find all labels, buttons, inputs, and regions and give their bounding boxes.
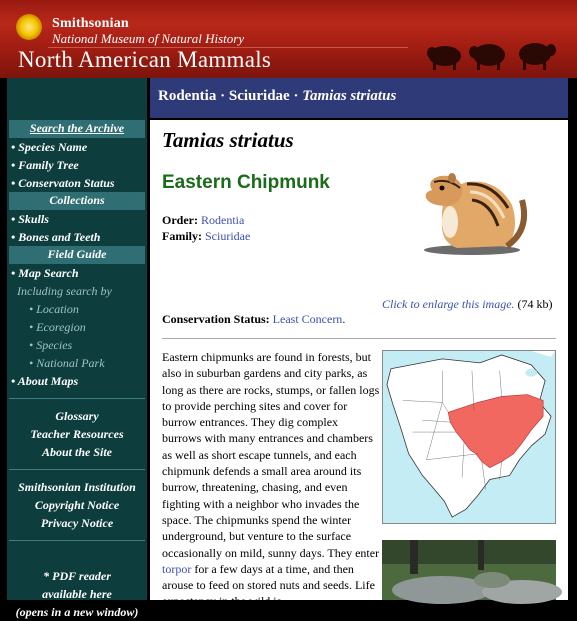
- family-label: Family:: [162, 229, 202, 243]
- conservation-status-value-link[interactable]: Least Concern: [272, 312, 343, 326]
- conservation-status: [162, 312, 345, 327]
- section-divider: [162, 338, 556, 339]
- enlarge-image-caption: [382, 296, 562, 312]
- location-link[interactable]: • Location: [29, 302, 79, 316]
- collections-heading: Collections: [9, 192, 145, 210]
- sidebar-spacer: [7, 549, 147, 567]
- map-search-link[interactable]: • Map Search: [11, 266, 79, 280]
- field-guide-heading: Field Guide: [9, 246, 145, 264]
- smithsonian-sun-logo-icon[interactable]: [16, 14, 42, 40]
- habitat-photo[interactable]: [382, 540, 556, 600]
- site-title[interactable]: North American Mammals: [18, 47, 272, 72]
- breadcrumb-species: Tamias striatus: [302, 88, 397, 104]
- chipmunk-image[interactable]: [412, 160, 532, 260]
- breadcrumb-separator: ·: [289, 88, 303, 104]
- conservation-period: .: [342, 312, 346, 326]
- breadcrumb-separator: ·: [216, 88, 229, 104]
- description-part-2: for a few days at a time, and then arouse to feed on stored nuts and seeds. Life expectancy in the wild is: [162, 561, 375, 609]
- order-link[interactable]: Rodentia: [200, 213, 245, 227]
- order-label: Order:: [162, 213, 198, 227]
- teacher-resources-link[interactable]: Teacher Resources: [30, 427, 124, 441]
- pdf-new-window-note[interactable]: (opens in a new window): [15, 605, 139, 619]
- common-name-heading: Eastern Chipmunk: [162, 172, 330, 193]
- enlarge-image-link[interactable]: Click to enlarge this image.: [382, 297, 515, 311]
- glossary-link[interactable]: Glossary: [55, 409, 99, 423]
- museum-name[interactable]: National Museum of Natural History: [52, 31, 245, 46]
- conservation-status-link[interactable]: • Conservaton Status: [11, 176, 115, 190]
- sidebar-top-band: [7, 78, 147, 120]
- description-part-1: Eastern chipmunks are found in forests, but also in suburban gardens and city parks, as long as there are rocks, stumps, or fallen logs to provide perching sites and cover for burrow entrances. They dig complex burrows with many entrances and chambers as well as short escape tunnels, and each chipmunk defends a small area around its burrow, threatening, chasing, and even fighting with a neighbor who invades the space. The chipmunks spend the winter underground, but venture to the surface occasionally on mild, sunny days. They enter: [162, 350, 380, 560]
- skulls-link[interactable]: • Skulls: [11, 212, 49, 226]
- taxonomy-block: [162, 212, 250, 244]
- national-park-link[interactable]: • National Park: [29, 356, 105, 370]
- image-size: (74 kb): [517, 297, 553, 311]
- species-description: [162, 349, 380, 610]
- sidebar-divider: [9, 398, 145, 399]
- smithsonian-institution-link[interactable]: Smithsonian Institution: [18, 480, 136, 494]
- range-map-image[interactable]: [382, 350, 556, 524]
- search-archive-link[interactable]: Search the Archive: [9, 120, 145, 138]
- torpor-link[interactable]: torpor: [162, 561, 192, 576]
- site-header: [0, 0, 577, 78]
- about-maps-link[interactable]: • About Maps: [11, 374, 79, 388]
- copyright-notice-link[interactable]: Copyright Notice: [34, 498, 120, 512]
- ecoregion-link[interactable]: • Ecoregion: [29, 320, 86, 334]
- bones-teeth-link[interactable]: • Bones and Teeth: [11, 230, 101, 244]
- scientific-name-title: Tamias striatus: [162, 128, 294, 152]
- about-site-link[interactable]: About the Site: [41, 445, 112, 459]
- family-link[interactable]: Sciuridae: [205, 229, 251, 243]
- pdf-reader-link[interactable]: * PDF reader: [43, 569, 111, 583]
- muskoxen-silhouette-icon: [427, 36, 557, 72]
- sidebar-divider: [9, 469, 145, 470]
- sidebar: [7, 78, 147, 619]
- privacy-notice-link[interactable]: Privacy Notice: [40, 516, 114, 530]
- including-search-label: Including search by: [17, 284, 112, 298]
- main-content: [150, 120, 568, 609]
- breadcrumb-trail: [158, 88, 396, 105]
- sidebar-divider: [9, 540, 145, 541]
- conservation-label: Conservation Status:: [162, 312, 270, 326]
- species-name-link[interactable]: • Species Name: [11, 140, 88, 154]
- family-tree-link[interactable]: • Family Tree: [11, 158, 79, 172]
- breadcrumb: [150, 78, 568, 118]
- breadcrumb-order[interactable]: Rodentia: [158, 88, 217, 104]
- org-name[interactable]: Smithsonian: [52, 16, 129, 31]
- breadcrumb-family[interactable]: Sciuridae: [228, 88, 290, 104]
- species-link[interactable]: • Species: [29, 338, 73, 352]
- pdf-available-link[interactable]: available here: [42, 587, 112, 601]
